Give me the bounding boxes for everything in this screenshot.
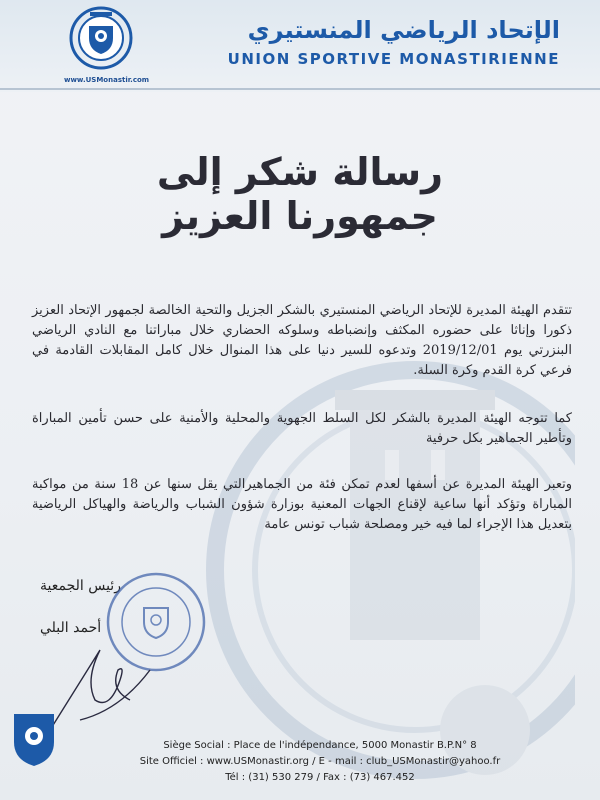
footer-address: Siège Social : Place de l'indépendance, 5000 Monastir B.P.N° 8 xyxy=(163,740,477,751)
handwritten-signature-icon xyxy=(40,640,160,740)
footer-phone-fax: Tél : (31) 530 279 / Fax : (73) 467.452 xyxy=(225,772,415,783)
paragraph-regret: وتعبر الهيئة المديرة عن أسفها لعدم تمكن فئة من الجماهيرالتي يقل سنها عن 18 سنة من مواكبة المباراة وتؤكد أنها ساعية لإقناع الجهات المعنية بوزارة شؤون الشباب والرياضة والهياكل الرياضية بتعديل هذا الإجراء لما فيه خير ومصلحة شباب تونس عامة xyxy=(32,477,572,532)
footer-logo-icon xyxy=(10,710,58,768)
paragraph-authorities: كما تتوجه الهيئة المديرة بالشكر لكل السلط الجهوية والمحلية والأمنية على حسن تأمين المباراة وتأطير الجماهير بكل حرفية xyxy=(32,411,572,446)
club-name-arabic: الإتحاد الرياضي المنستيري xyxy=(247,16,560,44)
signatory-name: أحمد البلي xyxy=(40,620,102,636)
footer-website-email[interactable]: Site Officiel : www.USMonastir.org / E - mail : club_USMonastir@yahoo.fr xyxy=(139,756,501,767)
club-logo-icon xyxy=(60,4,142,74)
signatory-title: رئيس الجمعية xyxy=(40,578,121,594)
header-divider xyxy=(0,88,600,90)
club-name-french: UNION SPORTIVE MONASTIRIENNE xyxy=(227,50,560,68)
letter-title: رسالة شكر إلى جمهورنا العزيز xyxy=(156,150,444,238)
paragraph-thanks: تتقدم الهيئة المديرة للإتحاد الرياضي المنستيري بالشكر الجزيل والتحية الخالصة لجمهور الإتحاد العزيز ذكورا وإناثا على حضوره المكثف وإنضباطه وسلوكه الحضاري خلال مباراتنا مع النادي الرياضي البنزرتي يوم 2019/12/01 وتدعوه للسير دنيا على هذا المنوال خلال كامل المقابلات القادمة في فرعي كرة القدم وكرة السلة. xyxy=(32,303,572,378)
watermark-logo-icon xyxy=(185,330,575,790)
website-link[interactable]: www.USMonastir.com xyxy=(64,76,150,84)
